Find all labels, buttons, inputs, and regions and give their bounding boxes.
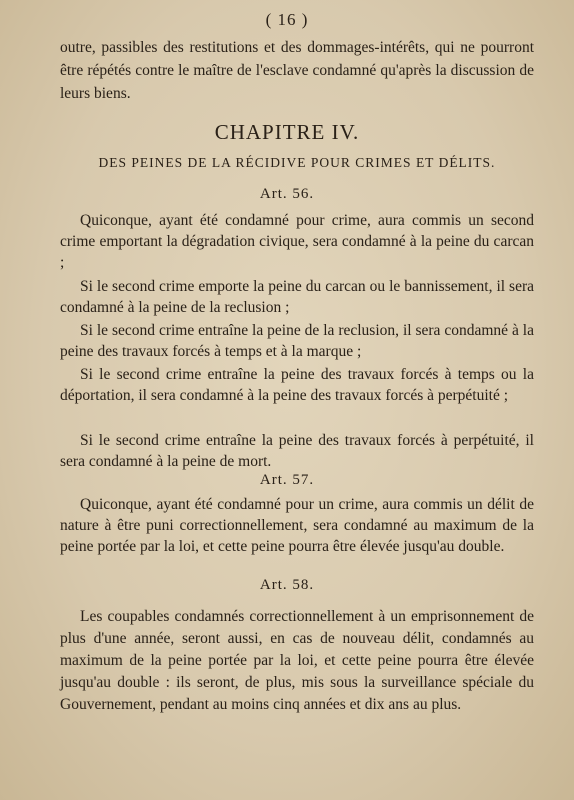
- page-number: ( 16 ): [265, 10, 309, 29]
- article-57-paragraph: Quiconque, ayant été condamné pour un crime, aura commis un délit de nature à être puni correctionnellement, sera condamné au maximum de la peine portée par la loi, et cette peine pourra être élevée jusqu'au double.: [60, 496, 534, 555]
- article-56-paragraph-3: Si le second crime entraîne la peine de la reclusion, il sera condamné à la peine des travaux forcés à temps et à la marque ;: [60, 322, 534, 360]
- article-58-paragraph: Les coupables condamnés correctionnellement à un emprisonnement de plus d'une année, seront aussi, en cas de nouveau délit, condamnés au maximum de la peine portée par la loi, et cette peine pourra être élevée jusqu'au double : ils seront, de plus, mis sous la surveillance spéciale du Gouvernement, pendant au moins cinq années et dix ans au plus.: [60, 608, 534, 713]
- article-56-heading: Art. 56.: [259, 186, 315, 202]
- carryover-paragraph: outre, passibles des restitutions et des dommages-intérêts, qui ne pourront être répétés contre le maître de l'esclave condamné qu'après la discussion de leurs biens.: [60, 39, 534, 102]
- article-56-paragraph-4: Si le second crime entraîne la peine des travaux forcés à temps ou la déportation, il sera condamné à la peine des travaux forcés à perpétuité ;: [60, 366, 534, 404]
- article-57-heading: Art. 57.: [259, 472, 315, 488]
- chapter-title: CHAPITRE IV.: [214, 120, 360, 144]
- article-58-heading: Art. 58.: [259, 577, 315, 593]
- article-56-paragraph-2: Si le second crime emporte la peine du carcan ou le bannissement, il sera condamné à la peine de la reclusion ;: [60, 278, 534, 316]
- article-56-paragraph-5: Si le second crime entraîne la peine des travaux forcés à perpétuité, il sera condamné à la peine de mort.: [60, 432, 534, 470]
- article-56-paragraph-1: Quiconque, ayant été condamné pour crime, aura commis un second crime emportant la dégradation civique, sera condamné à la peine du carcan ;: [60, 212, 534, 271]
- chapter-subtitle: DES PEINES DE LA RÉCIDIVE POUR CRIMES ET DÉLITS.: [98, 155, 496, 170]
